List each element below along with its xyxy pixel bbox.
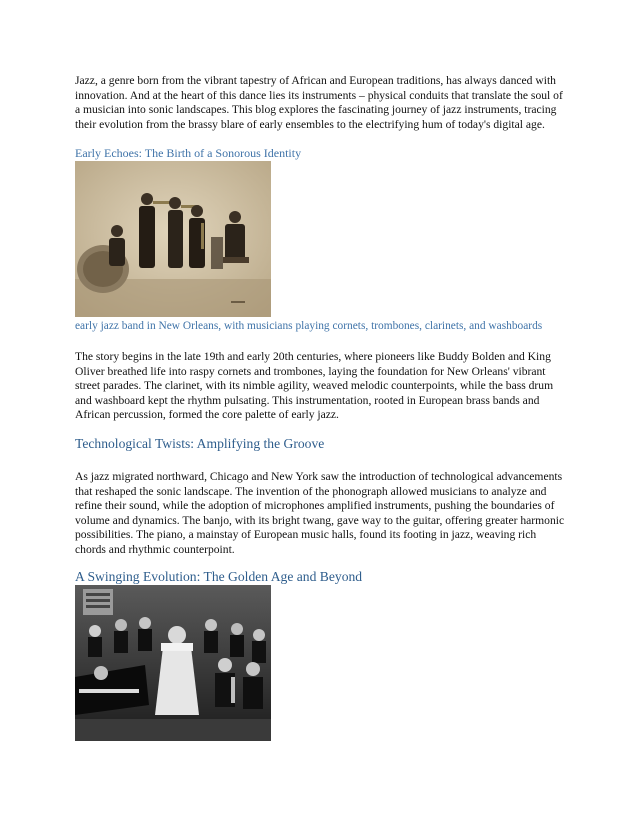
section-heading-early-echoes: Early Echoes: The Birth of a Sonorous Identity	[75, 146, 302, 160]
early-jazz-band-photo	[75, 161, 271, 317]
section-heading-swinging-evolution: A Swinging Evolution: The Golden Age and Beyond	[75, 569, 363, 584]
section-heading-technological-twists: Technological Twists: Amplifying the Groove	[75, 436, 325, 451]
big-band-photo	[75, 585, 271, 741]
intro-paragraph: Jazz, a genre born from the vibrant tapestry of African and European traditions, has always danced with innovation. And at the heart of this dance lies its instruments – physical conduits that translate the soul of a musician into sonic landscapes. This blog explores the fascinating journey of jazz instruments, tracing their evolution from the brassy blare of early ensembles to the electrifying hum of today's digital age.	[75, 74, 563, 131]
technological-twists-paragraph: As jazz migrated northward, Chicago and New York saw the introduction of technological advancements that reshaped the sonic landscape. The invention of the phonograph allowed musicians to analyze and refine their sound, while the adoption of microphones amplified instruments, pushing the boundaries of volume and dynamics. The banjo, with its bright twang, gave way to the guitar, offering greater harmonic possibilities. The piano, a mainstay of European music halls, found its footing in jazz, weaving rich chords and rhythmic counterpoint.	[75, 470, 565, 556]
early-echoes-paragraph: The story begins in the late 19th and early 20th centuries, where pioneers like Buddy Bolden and King Oliver breathed life into raspy cornets and trombones, laying the foundation for New Orleans' vibrant street parades. The clarinet, with its nimble agility, weaved melodic counterpoints, while the bass drum and washboard kept the rhythm pulsating. This instrumentation, rooted in European brass bands and African percussion, formed the core palette of early jazz.	[75, 350, 554, 422]
photo-caption: early jazz band in New Orleans, with musicians playing cornets, trombones, clarinets, and washboards	[75, 320, 543, 332]
